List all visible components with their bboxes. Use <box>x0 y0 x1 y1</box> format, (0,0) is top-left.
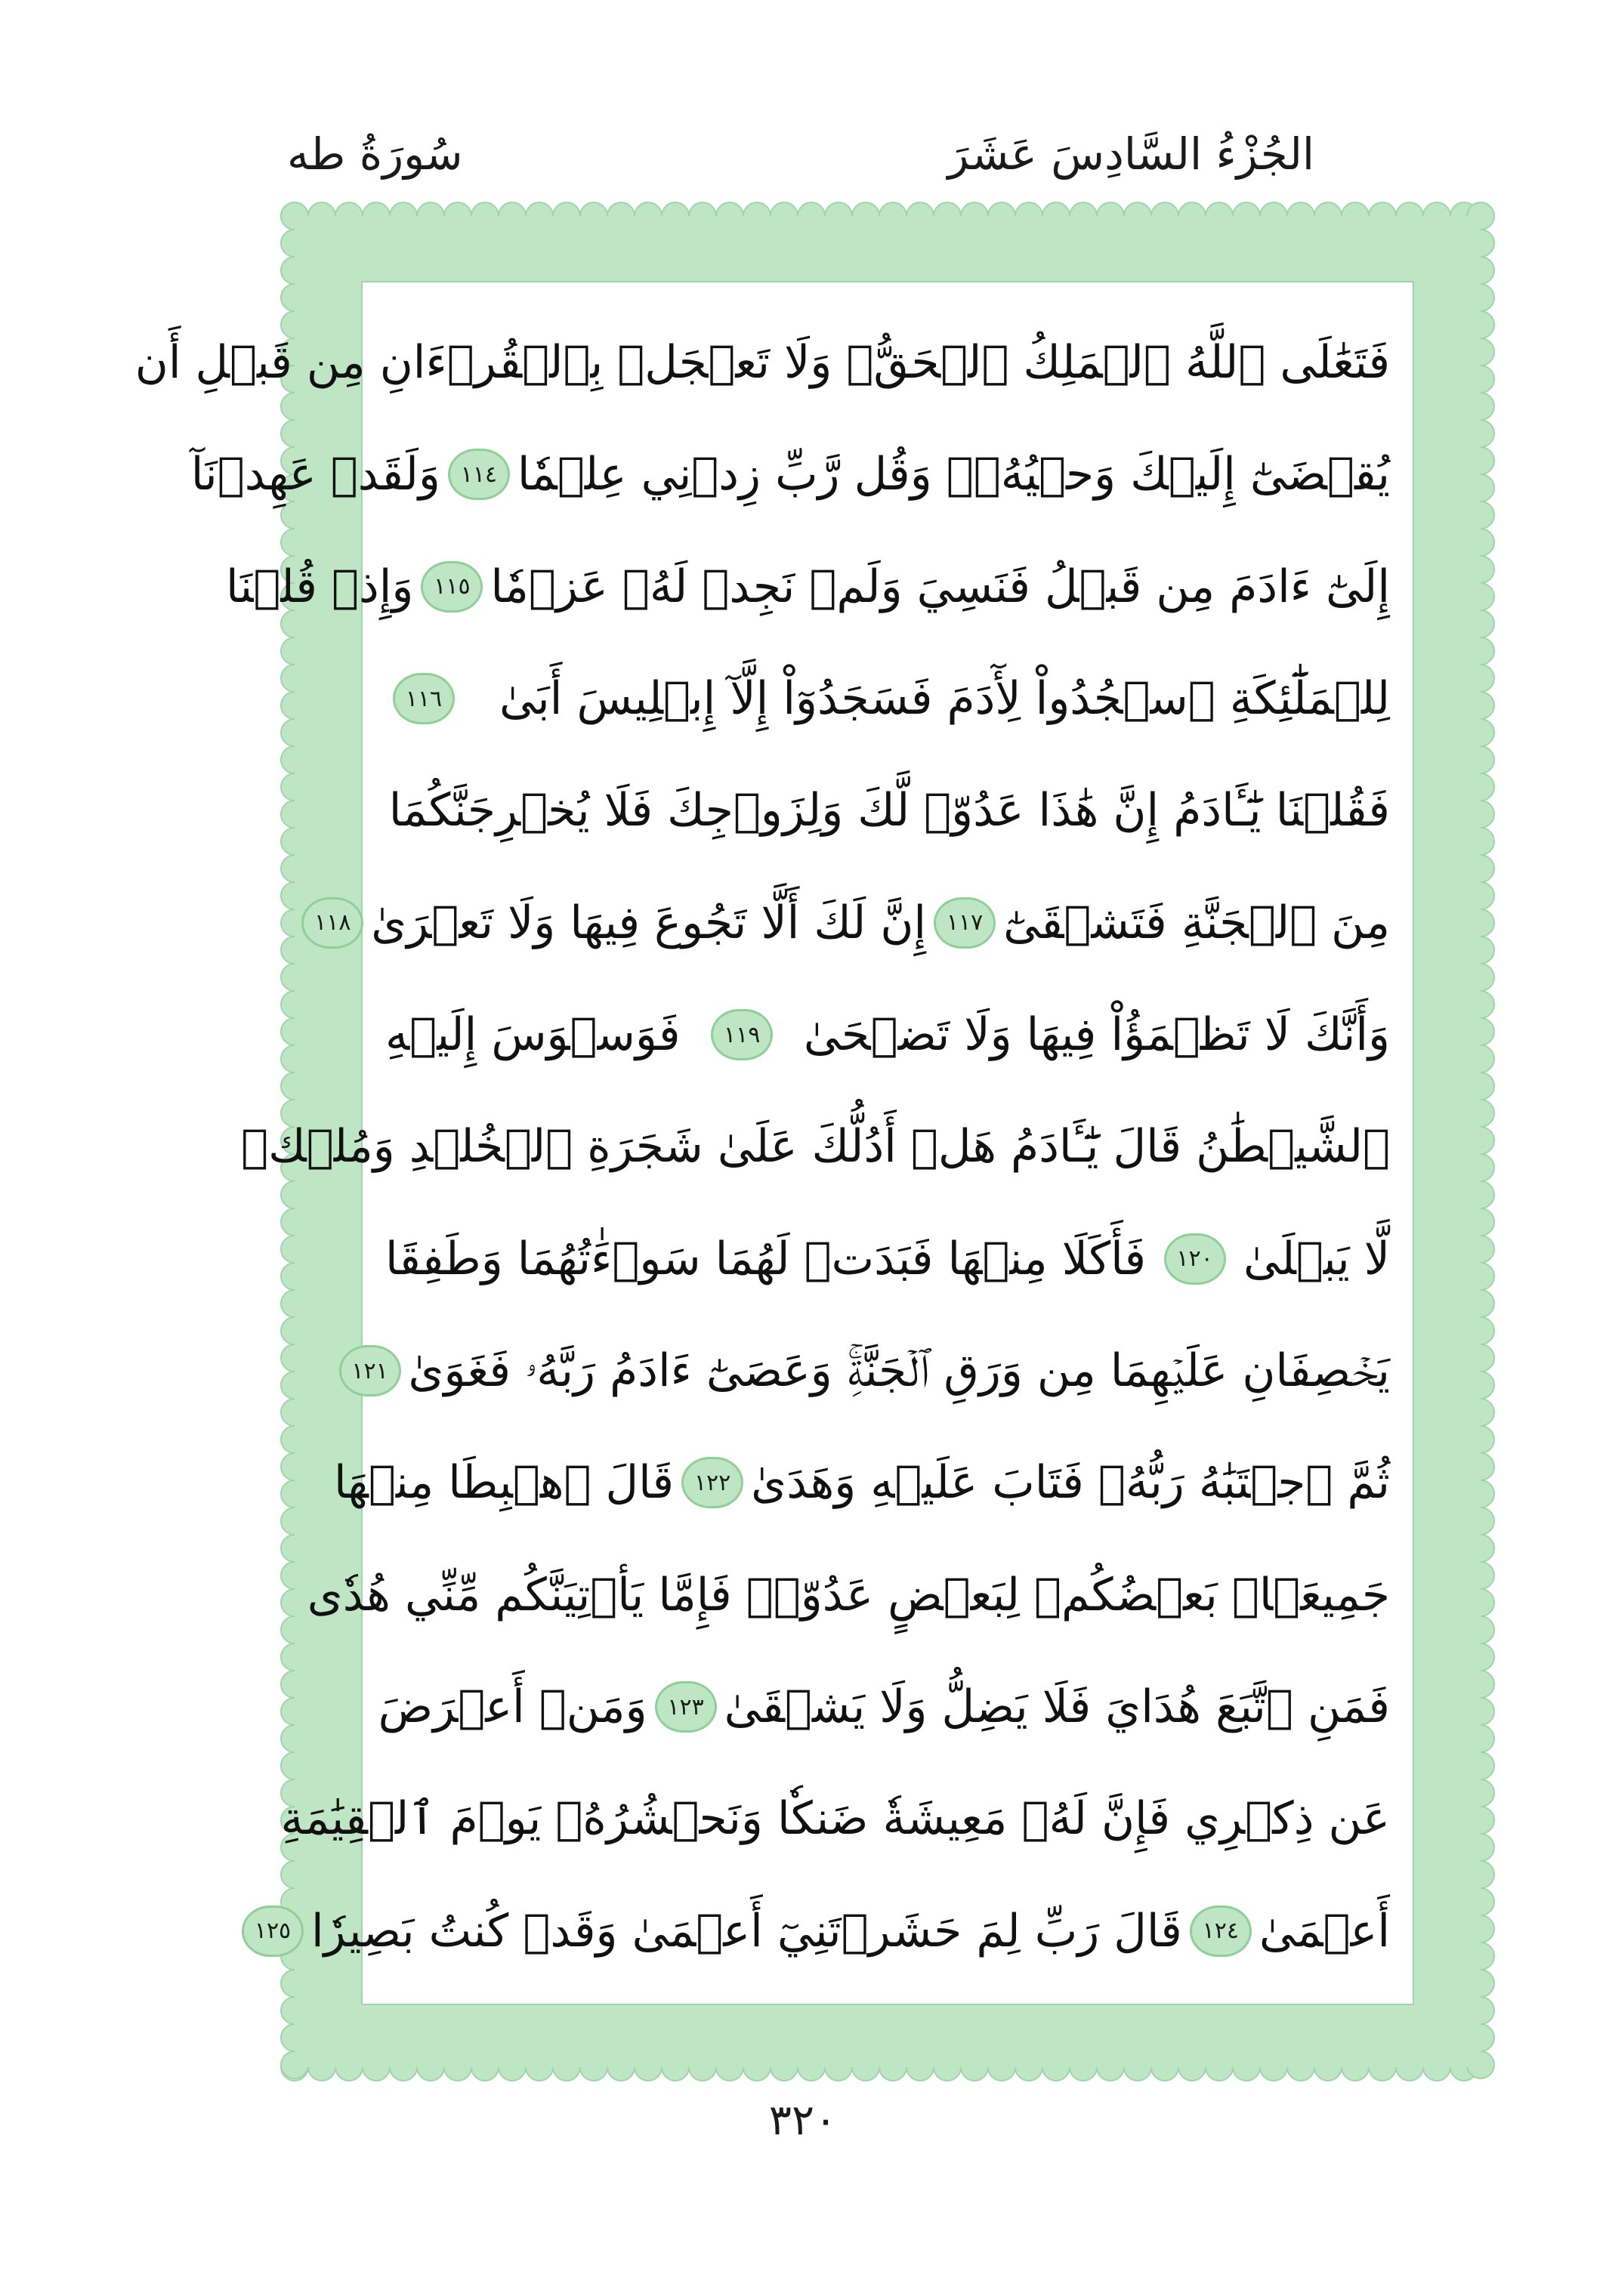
verse-text: مِنَ ٱلۡجَنَّةِ فَتَشۡقَىٰٓ <box>1003 896 1390 949</box>
verse-text: وَأَنَّكَ لَا تَظۡمَؤُاْ فِيهَا وَلَا تَضۡحَىٰ <box>803 1008 1390 1062</box>
verse-text: جَمِيعَۢاۖ بَعۡضُكُمۡ لِبَعۡضٍ عَدُوّٞۖ فَإِمَّا يَأۡتِيَنَّكُم مِّنِّي هُدٗى <box>307 1568 1390 1622</box>
verse-text: يُقۡضَىٰٓ إِلَيۡكَ وَحۡيُهُۥۖ وَقُل رَّبِّ زِدۡنِي عِلۡمٗا <box>517 448 1390 501</box>
verse-text: أَعۡمَىٰ <box>1259 1904 1390 1958</box>
verse-text: إِلَىٰٓ ءَادَمَ مِن قَبۡلُ فَنَسِيَ وَلَمۡ نَجِدۡ لَهُۥ عَزۡمٗا <box>490 560 1390 613</box>
verse-text: قَالَ ٱهۡبِطَا مِنۡهَا <box>333 1456 675 1510</box>
verse-text: قَالَ رَبِّ لِمَ حَشَرۡتَنِيٓ أَعۡمَىٰ وَقَدۡ كُنتُ بَصِيرٗا <box>311 1904 1182 1958</box>
verse-text: فَقُلۡنَا يَٰٓـَٔادَمُ إِنَّ هَٰذَا عَدُوّٞ لَّكَ وَلِزَوۡجِكَ فَلَا يُخۡرِجَنَّكُمَا <box>388 784 1390 838</box>
page-number: ٣٢٠ <box>768 2096 838 2145</box>
verse-line <box>385 649 1390 748</box>
verse-line <box>333 1433 1390 1532</box>
verse-line <box>280 1769 1390 1869</box>
verse-text: يَخۡصِفَانِ عَلَيۡهِمَا مِن وَرَقِ ٱلۡجَنَّةِۚ وَعَصَىٰٓ ءَادَمُ رَبَّهُۥ فَغَوَىٰ <box>408 1344 1390 1398</box>
ayah-number-marker: ١٢٣ <box>655 1681 717 1733</box>
verse-text: لَّا يَبۡلَىٰ <box>1243 1232 1390 1285</box>
ayah-number-marker: ١١٧ <box>934 897 996 949</box>
verse-text: فَتَعَٰلَى ٱللَّهُ ٱلۡمَلِكُ ٱلۡحَقُّۗ وَلَا تَعۡجَلۡ بِٱلۡقُرۡءَانِ مِن قَبۡلِ أَن <box>134 336 1390 389</box>
ayah-number-marker: ١٢٢ <box>681 1457 743 1508</box>
verse-line <box>254 1881 1390 1981</box>
verse-line <box>385 985 1390 1085</box>
verse-text: ٱلشَّيۡطَٰنُ قَالَ يَٰٓـَٔادَمُ هَلۡ أَدُلُّكَ عَلَىٰ شَجَرَةِ ٱلۡخُلۡدِ وَمُلۡكٖ <box>241 1120 1390 1174</box>
verse-text: إِنَّ لَكَ أَلَّا تَجُوعَ فِيهَا وَلَا تَعۡرَىٰ <box>371 896 927 949</box>
ayah-number-marker: ١١٥ <box>421 561 483 613</box>
ayah-number-marker: ١٢٥ <box>242 1906 304 1957</box>
ayah-number-marker: ١٢٠ <box>1164 1233 1226 1285</box>
verse-line <box>134 313 1390 412</box>
ayah-number-marker: ١١٦ <box>393 673 455 724</box>
ayah-number-marker: ١١٨ <box>301 897 363 949</box>
verse-line <box>307 1545 1390 1645</box>
verse-line <box>385 1209 1390 1309</box>
page-header <box>287 128 1314 211</box>
verse-text: فَمَنِ ٱتَّبَعَ هُدَايَ فَلَا يَضِلُّ وَلَا يَشۡقَىٰ <box>724 1680 1390 1734</box>
verse-line <box>378 1657 1390 1757</box>
verse-text: عَن ذِكۡرِي فَإِنَّ لَهُۥ مَعِيشَةٗ ضَنكٗا وَنَحۡشُرُهُۥ يَوۡمَ ٱلۡقِيَٰمَةِ <box>280 1792 1390 1846</box>
text-panel <box>134 281 1414 2005</box>
verse-line <box>351 1321 1390 1421</box>
juz-title: الجُزْءُ السَّادِسَ عَشَرَ <box>947 128 1314 180</box>
verse-line <box>385 761 1390 860</box>
ayah-number-marker: ١٢١ <box>339 1345 401 1396</box>
verse-line <box>226 537 1390 637</box>
ayah-number-marker: ١١٤ <box>448 449 510 500</box>
ayah-number-marker: ١١٩ <box>711 1009 773 1060</box>
verse-line <box>190 424 1390 524</box>
verse-lines <box>134 313 1390 1981</box>
verse-line <box>314 873 1390 973</box>
verse-text: وَإِذۡ قُلۡنَا <box>226 560 414 613</box>
verse-text: وَلَقَدۡ عَهِدۡنَآ <box>190 448 440 501</box>
verse-text: وَمَنۡ أَعۡرَضَ <box>378 1680 647 1734</box>
verse-text: لِلۡمَلَٰٓئِكَةِ ٱسۡجُدُواْ لِأٓدَمَ فَسَجَدُوٓاْ إِلَّآ إِبۡلِيسَ أَبَىٰ <box>499 672 1390 726</box>
verse-line <box>241 1097 1390 1196</box>
ayah-number-marker: ١٢٤ <box>1190 1906 1252 1957</box>
verse-text: فَأَكَلَا مِنۡهَا فَبَدَتۡ لَهُمَا سَوۡءَٰتُهُمَا وَطَفِقَا <box>385 1232 1147 1285</box>
surah-title: سُورَةُ طه <box>287 128 463 180</box>
verse-text: فَوَسۡوَسَ إِلَيۡهِ <box>385 1008 681 1062</box>
verse-text: ثُمَّ ٱجۡتَبَٰهُ رَبُّهُۥ فَتَابَ عَلَيۡهِ وَهَدَىٰ <box>751 1456 1390 1510</box>
